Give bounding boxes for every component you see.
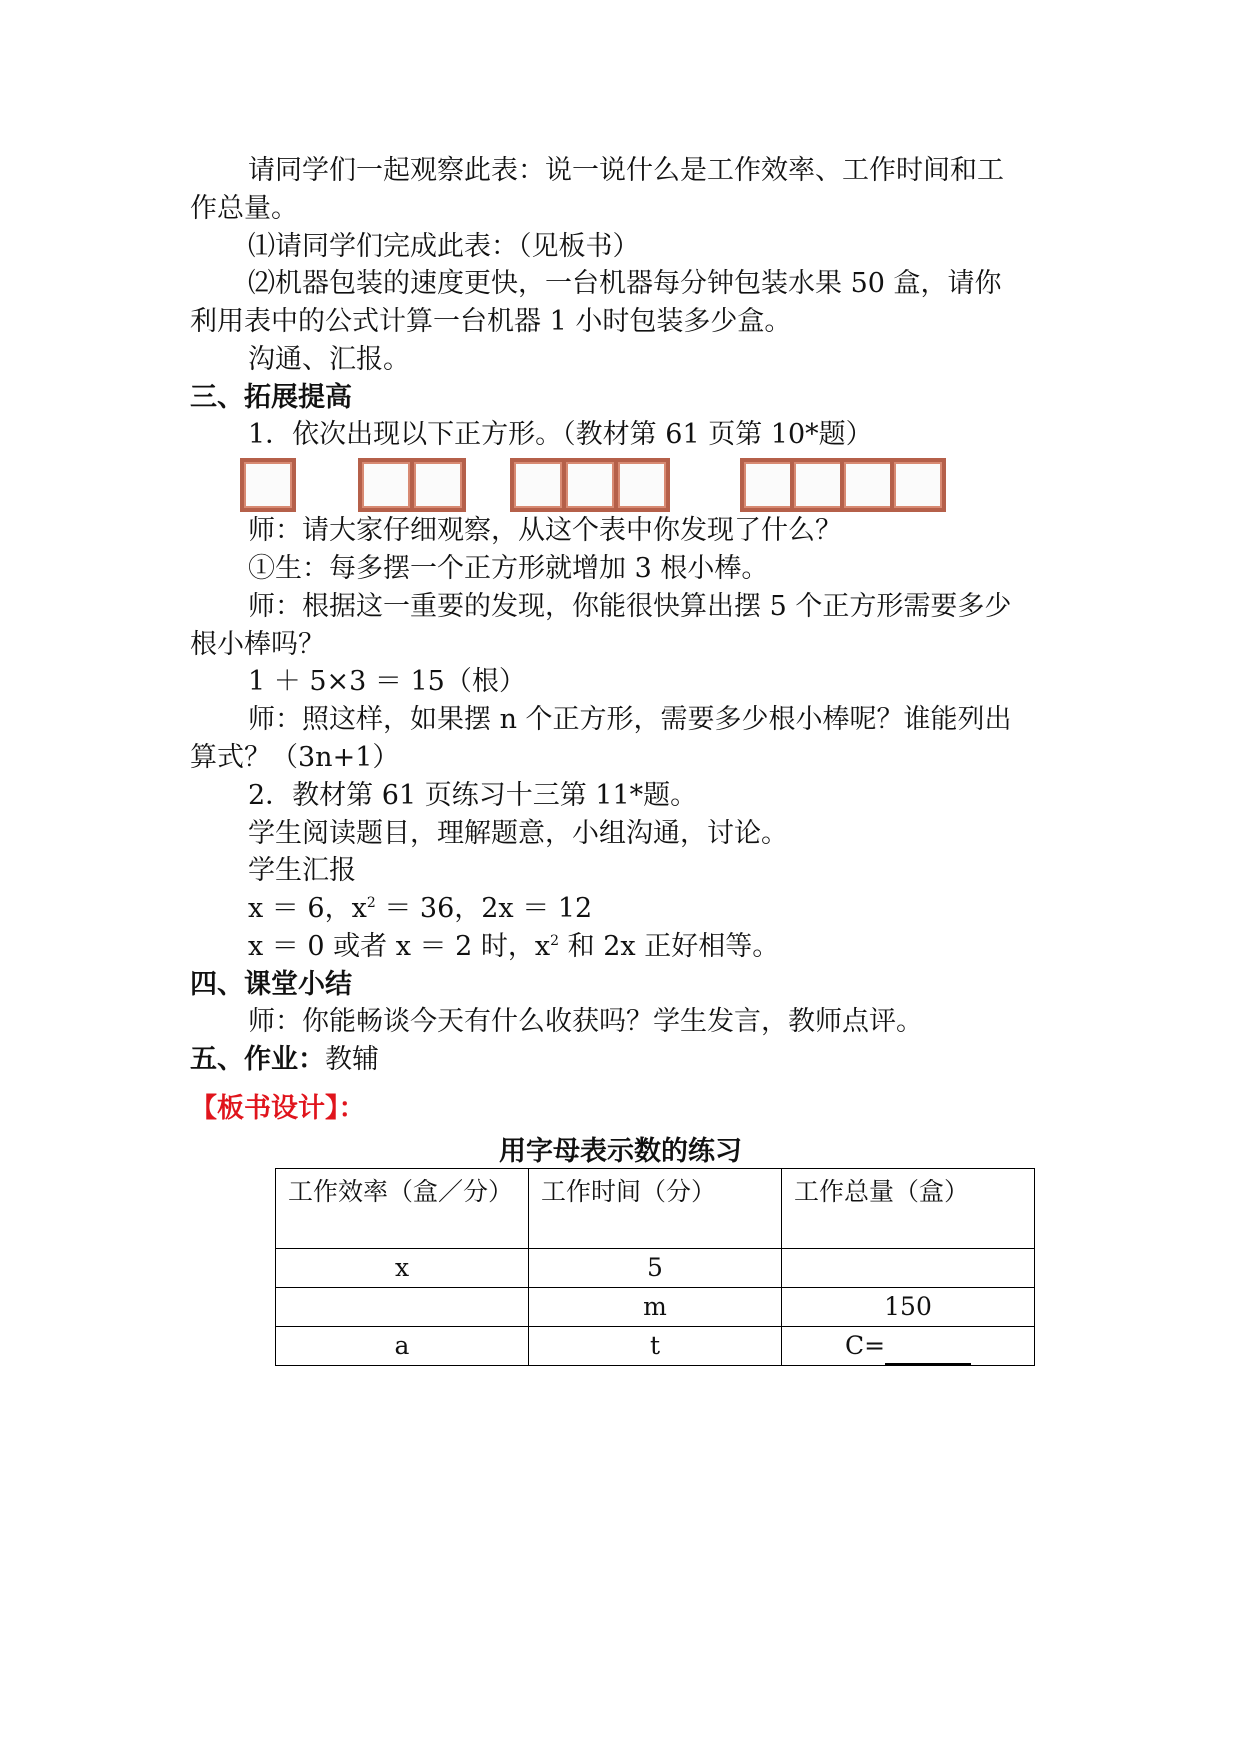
- header-efficiency: 工作效率（盒／分）: [276, 1169, 529, 1249]
- table-cell: a: [276, 1327, 529, 1366]
- paragraph-observe-line2: 作总量。: [190, 193, 298, 224]
- table-title: 用字母表示数的练习: [499, 1136, 742, 1167]
- square: [510, 458, 566, 512]
- equation-1-start: x ＝ 6，x: [248, 893, 367, 924]
- paragraph-machine-line1: ⑵机器包装的速度更快，一台机器每分钟包装水果 50 盒，请你: [248, 268, 1002, 299]
- section-heading-4: 四、课堂小结: [190, 969, 352, 1000]
- formula-label: C=: [844, 1331, 886, 1360]
- student-answer-1: ①生：每多摆一个正方形就增加 3 根小棒。: [248, 553, 769, 584]
- square: [740, 458, 796, 512]
- square: [358, 458, 414, 512]
- table-cell: x: [276, 1249, 529, 1288]
- table-cell: [276, 1288, 529, 1327]
- table-cell: m: [529, 1288, 782, 1327]
- section-heading-5: [190, 1041, 379, 1079]
- table-cell-formula: [782, 1327, 1035, 1366]
- square: [562, 458, 618, 512]
- square: [840, 458, 896, 512]
- equation-1-exponent: 2: [366, 895, 376, 911]
- equation-2-exponent: 2: [550, 933, 560, 949]
- paragraph-machine-line2: 利用表中的公式计算一台机器 1 小时包装多少盒。: [190, 306, 792, 337]
- student-report: 学生汇报: [248, 855, 356, 886]
- header-total: 工作总量（盒）: [782, 1169, 1035, 1249]
- work-table: [275, 1168, 1035, 1366]
- equation-1-end: ＝ 36，2x ＝ 12: [375, 893, 593, 924]
- student-reading: 学生阅读题目，理解题意，小组沟通，讨论。: [248, 818, 788, 849]
- board-design-heading: 【板书设计】：: [190, 1093, 366, 1124]
- paragraph-observe-line1: 请同学们一起观察此表：说一说什么是工作效率、工作时间和工: [248, 155, 1004, 186]
- square: [890, 458, 946, 512]
- equation-2-end: 和 2x 正好相等。: [559, 931, 780, 962]
- table-cell: t: [529, 1327, 782, 1366]
- table-row: [276, 1288, 1035, 1327]
- section-heading-3: 三、拓展提高: [190, 382, 352, 413]
- teacher-question-2-line1: 师：根据这一重要的发现，你能很快算出摆 5 个正方形需要多少: [248, 591, 1012, 622]
- answer-blank: [885, 1341, 971, 1365]
- equation-1: [248, 890, 592, 928]
- question-2: 2．教材第 61 页练习十三第 11*题。: [248, 780, 698, 811]
- header-time: 工作时间（分）: [529, 1169, 782, 1249]
- paragraph-report: 沟通、汇报。: [248, 344, 410, 375]
- teacher-question-3-line1: 师：照这样，如果摆 n 个正方形，需要多少根小棒呢？谁能列出: [248, 704, 1012, 735]
- equation-2: [248, 928, 779, 966]
- question-1: 1．依次出现以下正方形。（教材第 61 页第 10*题）: [248, 419, 873, 450]
- table-cell: 150: [782, 1288, 1035, 1327]
- square: [410, 458, 466, 512]
- table-row: [276, 1249, 1035, 1288]
- equation-2-start: x ＝ 0 或者 x ＝ 2 时，x: [248, 931, 551, 962]
- table-row: [276, 1327, 1035, 1366]
- table-cell: 5: [529, 1249, 782, 1288]
- teacher-question-2-line2: 根小棒吗？: [190, 629, 325, 660]
- teacher-summary: 师：你能畅谈今天有什么收获吗？学生发言，教师点评。: [248, 1006, 923, 1037]
- table-header-row: [276, 1169, 1035, 1249]
- table-cell: [782, 1249, 1035, 1288]
- homework-value: 教辅: [325, 1044, 379, 1075]
- paragraph-complete-table: ⑴请同学们完成此表：（见板书）: [248, 231, 640, 262]
- teacher-question-3-line2: 算式？（3n+1）: [190, 742, 400, 773]
- homework-label: 五、作业：: [190, 1044, 325, 1075]
- square: [614, 458, 670, 512]
- square: [240, 458, 296, 512]
- square: [790, 458, 846, 512]
- teacher-question-1: 师：请大家仔细观察，从这个表中你发现了什么？: [248, 515, 842, 546]
- calculation: 1 ＋ 5×3 ＝ 15（根）: [248, 666, 526, 697]
